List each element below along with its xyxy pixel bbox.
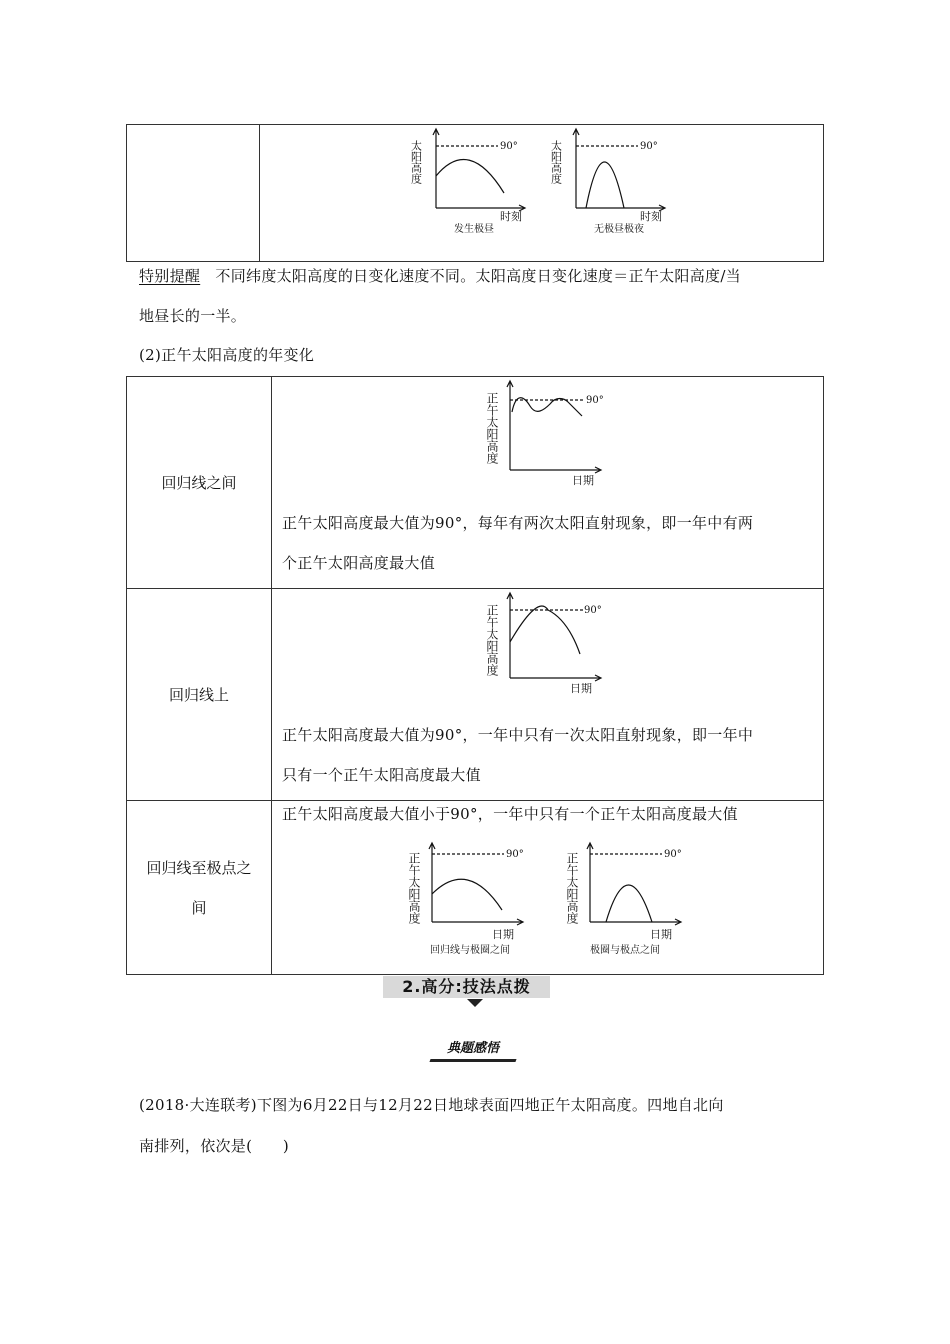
section-badge: 2.高分:技法点拨 <box>383 976 550 998</box>
reference-90-label: 90° <box>584 605 602 616</box>
reference-90-label: 90° <box>640 141 658 152</box>
row-label-line2: 间 <box>191 898 207 917</box>
row1-text-line1: 正午太阳高度最大值为90°，每年有两次太阳直射现象，即一年中有两 <box>282 514 754 532</box>
reference-90-label: 90° <box>586 395 604 406</box>
xlabel: 日期 <box>492 928 514 941</box>
daily-curve-polar-day-figure <box>409 126 534 236</box>
row1-text-line2: 个正午太阳高度最大值 <box>282 554 436 572</box>
subsection-badge-underline <box>429 1059 516 1062</box>
badge-arrow-icon <box>467 999 483 1007</box>
special-note-line2: 地昼长的一半。 <box>139 307 247 325</box>
row-label: 回归线之间 <box>161 473 237 492</box>
figure-caption: 无极昼极夜 <box>594 224 644 235</box>
xlabel: 日期 <box>570 682 592 695</box>
annual-curve-tropic-to-polar-circle-figure <box>407 840 550 960</box>
subsection-badge <box>430 1039 516 1061</box>
xlabel: 日期 <box>572 474 594 487</box>
annual-curve-on-tropic-figure <box>485 590 618 696</box>
top-table-figure-cell <box>260 125 824 262</box>
special-note-label: 特别提醒 <box>139 267 201 285</box>
ylabel: 正午太阳高度 <box>407 852 421 924</box>
row2-text-line2: 只有一个正午太阳高度最大值 <box>282 766 481 784</box>
question-line2: 南排列，依次是( ) <box>139 1137 290 1155</box>
row-label-line1: 回归线至极点之 <box>146 858 252 877</box>
question-line1: (2018·大连联考)下图为6月22日与12月22日地球表面四地正午太阳高度。四地自北向 <box>139 1096 724 1114</box>
section-heading: (2)正午太阳高度的年变化 <box>139 346 315 364</box>
special-note <box>139 266 829 286</box>
daily-curve-no-polar-figure <box>549 126 674 236</box>
ylabel: 正午太阳高度 <box>565 852 579 924</box>
xlabel: 时刻 <box>640 210 662 223</box>
reference-90-label: 90° <box>506 849 524 860</box>
row3-label-cell <box>127 801 272 975</box>
subsection-badge-text: 典题感悟 <box>446 1041 499 1056</box>
reference-90-label: 90° <box>664 849 682 860</box>
row3-text: 正午太阳高度最大值小于90°，一年中只有一个正午太阳高度最大值 <box>282 805 738 823</box>
xlabel: 日期 <box>650 928 672 941</box>
row2-text-line1: 正午太阳高度最大值为90°，一年中只有一次太阳直射现象，即一年中 <box>282 726 754 744</box>
figure-caption: 回归线与极圈之间 <box>430 945 510 956</box>
xlabel: 时刻 <box>500 210 522 223</box>
row1-label-cell <box>127 377 272 589</box>
top-table-label-cell <box>127 125 260 262</box>
ylabel: 正午太阳高度 <box>485 604 499 676</box>
ylabel-char: 太阳高度 <box>549 140 563 184</box>
annual-curve-polar-circle-to-pole-figure <box>565 840 708 960</box>
annual-curve-between-tropics-figure <box>485 378 618 487</box>
row-label: 回归线上 <box>168 685 229 704</box>
row2-label-cell <box>127 589 272 801</box>
reference-90-label: 90° <box>500 141 518 152</box>
ylabel-char: 太阳高度 <box>409 140 423 184</box>
special-note-text: 不同纬度太阳高度的日变化速度不同。太阳高度日变化速度＝正午太阳高度/当 <box>215 267 741 285</box>
figure-caption: 发生极昼 <box>454 224 494 235</box>
figure-caption: 极圈与极点之间 <box>590 945 660 956</box>
ylabel: 正午太阳高度 <box>485 392 499 464</box>
